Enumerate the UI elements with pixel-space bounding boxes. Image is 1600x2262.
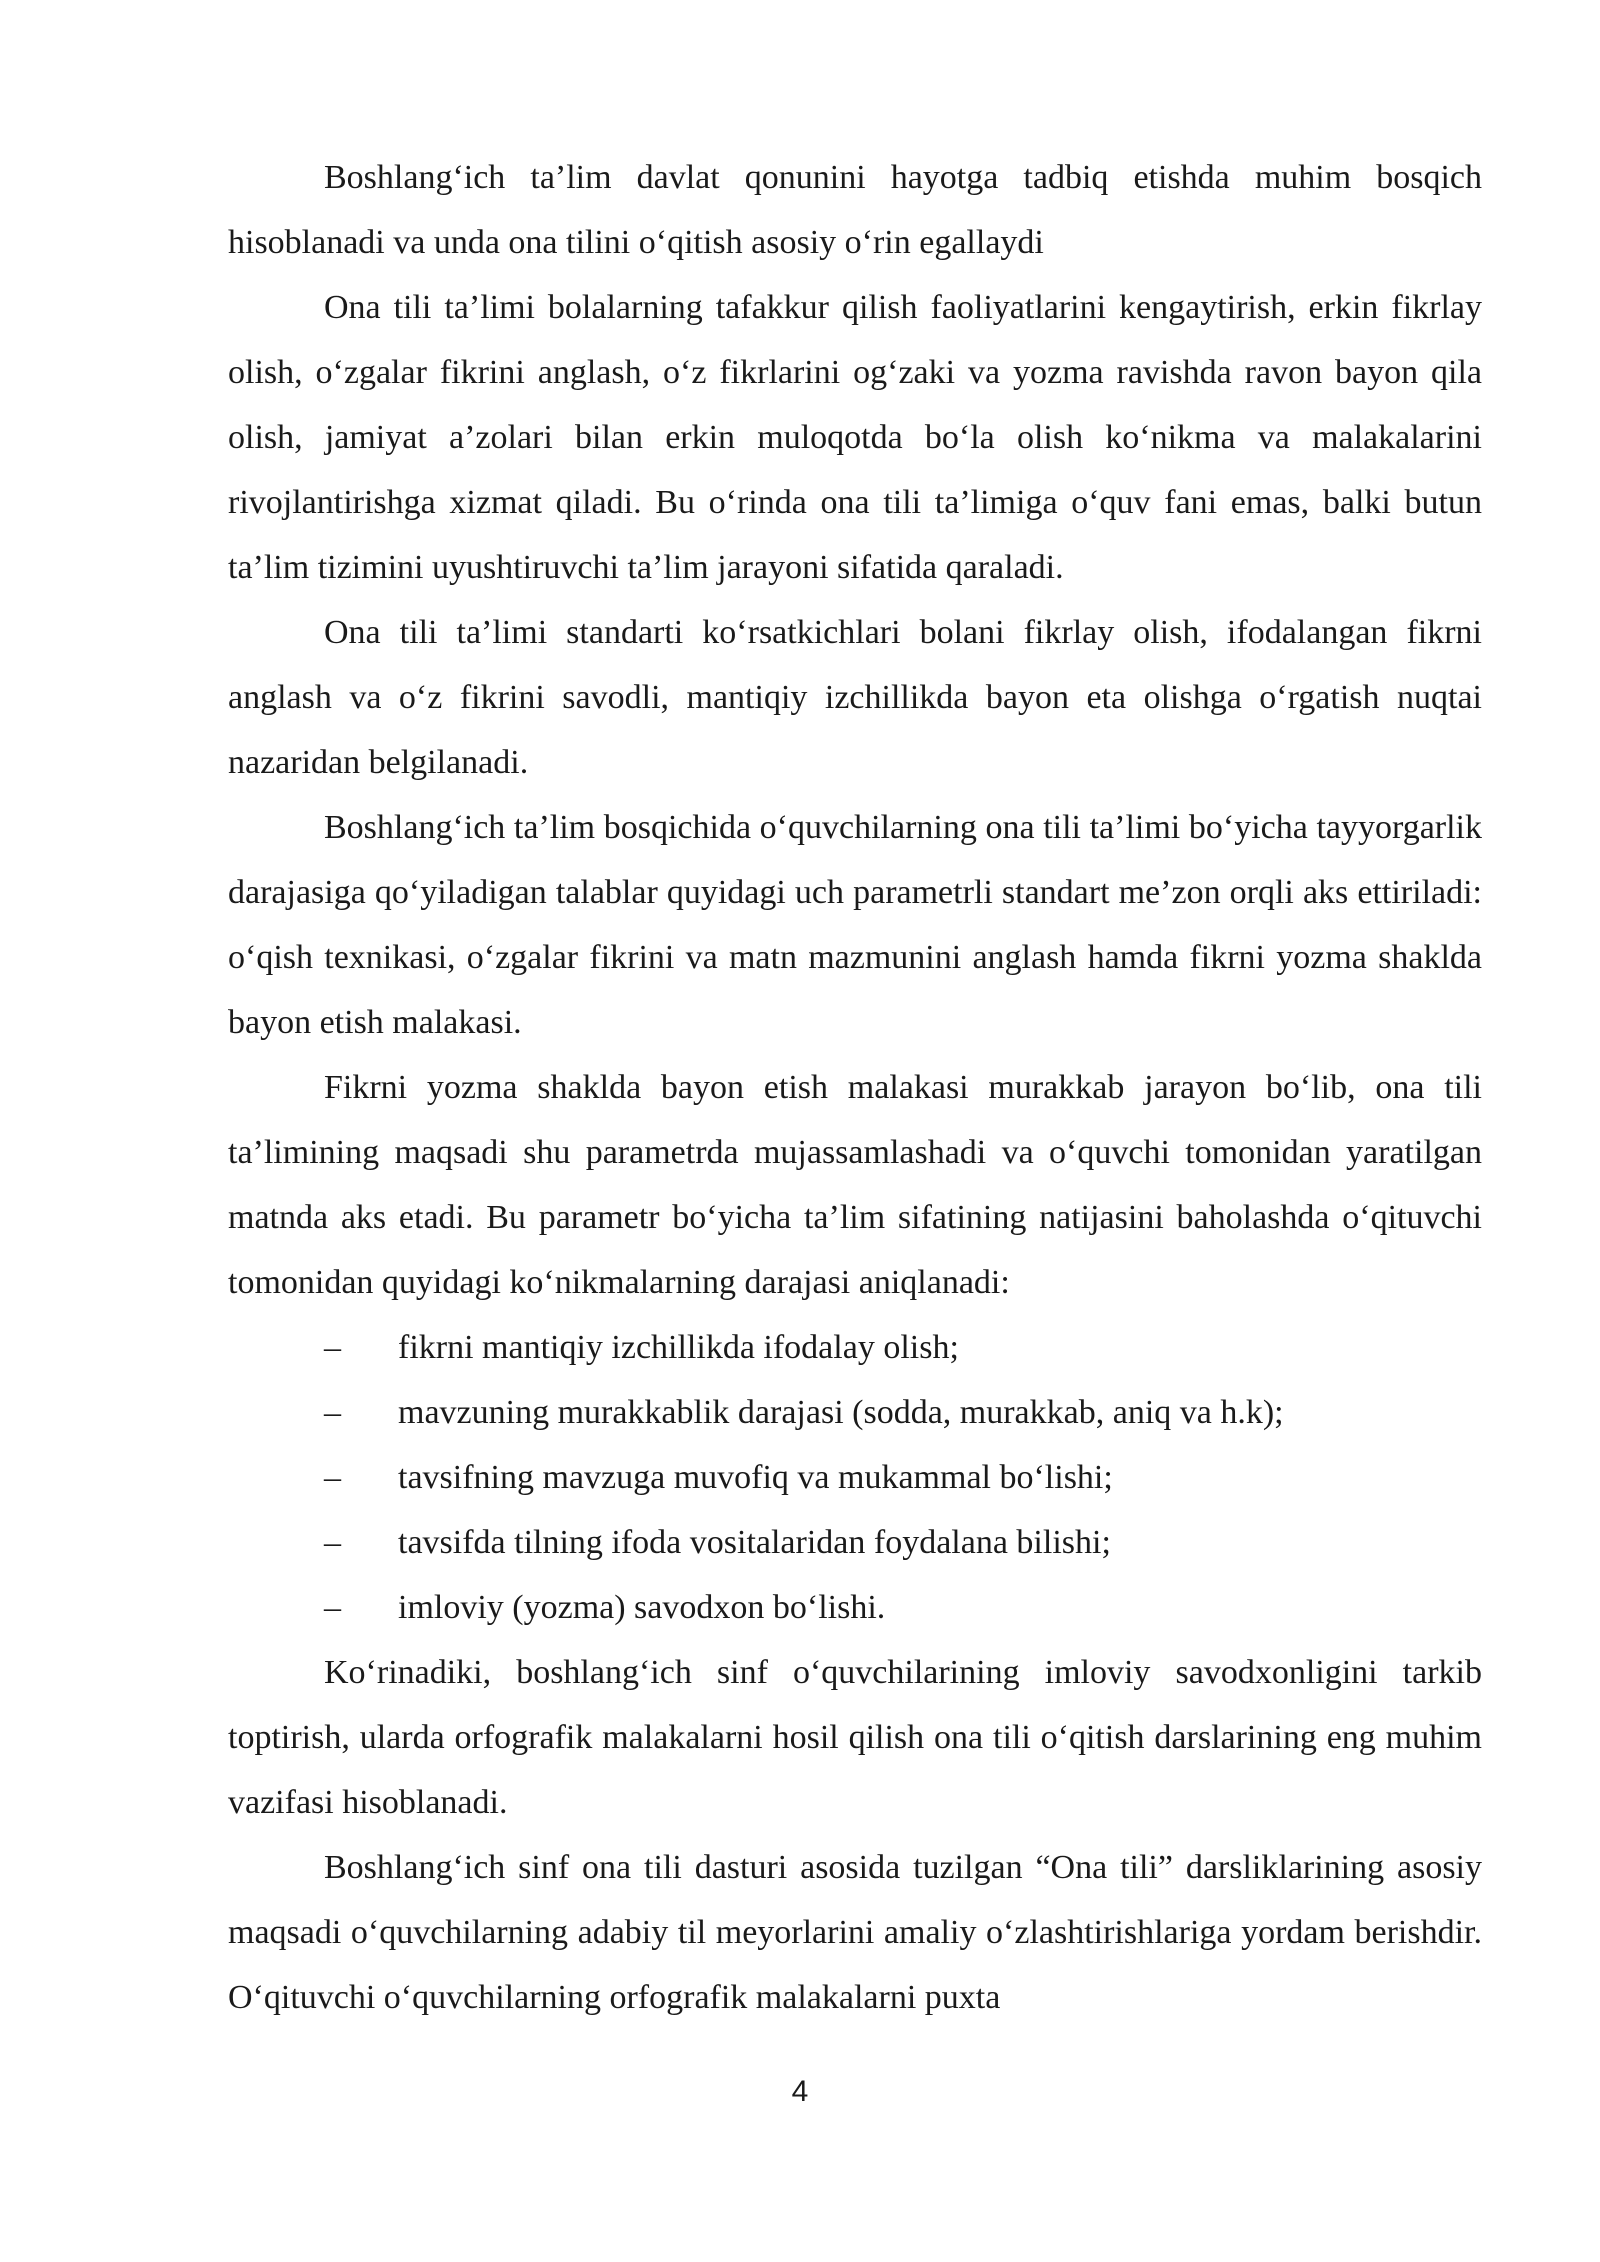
list-item <box>228 1380 1482 1445</box>
list-item-text: mavzuning murakkablik darajasi (sodda, murakkab, aniq va h.k); <box>398 1394 1284 1431</box>
paragraph-2: Ona tili ta’limi bolalarning tafakkur qilish faoliyatlarini kengaytirish, erkin fikrlay olish, o‘zgalar fikrini anglash, o‘z fikrlarini og‘zaki va yozma ravishda ravon bayon qila olish, jamiyat a’zolari bilan erkin muloqotda bo‘la olish ko‘nikma va malakalarini rivojlantirishga xizmat qiladi. Bu o‘rinda ona tili ta’limiga o‘quv fani emas, balki butun ta’lim tizimini uyushtiruvchi ta’lim jarayoni sifatida qaraladi. <box>228 289 1482 586</box>
paragraph-4: Boshlang‘ich ta’lim bosqichida o‘quvchilarning ona tili ta’limi bo‘yicha tayyorgarlik darajasiga qo‘yiladigan talablar quyidagi uch parametrli standart me’zon orqli aks ettiriladi: o‘qish texnikasi, o‘zgalar fikrini va matn mazmunini anglash hamda fikrni yozma shaklda bayon etish malakasi. <box>228 809 1482 1041</box>
dash-marker: – <box>324 1524 341 1561</box>
paragraph-1: Boshlang‘ich ta’lim davlat qonunini hayotga tadbiq etishda muhim bosqich hisoblanadi va unda ona tilini o‘qitish asosiy o‘rin egallaydi <box>228 159 1482 261</box>
list-item <box>228 1445 1482 1510</box>
list-item-text: imloviy (yozma) savodxon bo‘lishi. <box>398 1589 886 1626</box>
paragraph-6: Ko‘rinadiki, boshlang‘ich sinf o‘quvchilarining imloviy savodxonligini tarkib toptirish, ularda orfografik malakalarni hosil qilish ona tili o‘qitish darslarining eng muhim vazifasi hisoblanadi. <box>228 1654 1482 1821</box>
list-item <box>228 1510 1482 1575</box>
dash-marker: – <box>324 1329 341 1366</box>
paragraph-3: Ona tili ta’limi standarti ko‘rsatkichlari bolani fikrlay olish, ifodalangan fikrni anglash va o‘z fikrini savodli, mantiqiy izchillikda bayon eta olishga o‘rgatish nuqtai nazaridan belgilanadi. <box>228 614 1482 781</box>
page-number: 4 <box>791 2075 809 2108</box>
dash-marker: – <box>324 1394 341 1431</box>
list-item-text: tavsifning mavzuga muvofiq va mukammal bo‘lishi; <box>398 1459 1113 1496</box>
list-item <box>228 1315 1482 1380</box>
skills-list <box>228 1315 1482 1640</box>
paragraph-5: Fikrni yozma shaklda bayon etish malakasi murakkab jarayon bo‘lib, ona tili ta’limining maqsadi shu parametrda mujassamlashadi va o‘quvchi tomonidan yaratilgan matnda aks etadi. Bu parametr bo‘yicha ta’lim sifatining natijasini baholashda o‘qituvchi tomonidan quyidagi ko‘nikmalarning darajasi aniqlanadi: <box>228 1069 1482 1301</box>
list-item-text: tavsifda tilning ifoda vositalaridan foydalana bilishi; <box>398 1524 1111 1561</box>
paragraph-7: Boshlang‘ich sinf ona tili dasturi asosida tuzilgan “Ona tili” darsliklarining asosiy maqsadi o‘quvchilarning adabiy til meyorlarini amaliy o‘zlashtirishlariga yordam berishdir. O‘qituvchi o‘quvchilarning orfografik malakalarni puxta <box>228 1849 1482 2016</box>
dash-marker: – <box>324 1459 341 1496</box>
list-item-text: fikrni mantiqiy izchillikda ifodalay olish; <box>398 1329 959 1366</box>
dash-marker: – <box>324 1589 341 1626</box>
list-item <box>228 1575 1482 1640</box>
document-page <box>228 145 1482 2030</box>
